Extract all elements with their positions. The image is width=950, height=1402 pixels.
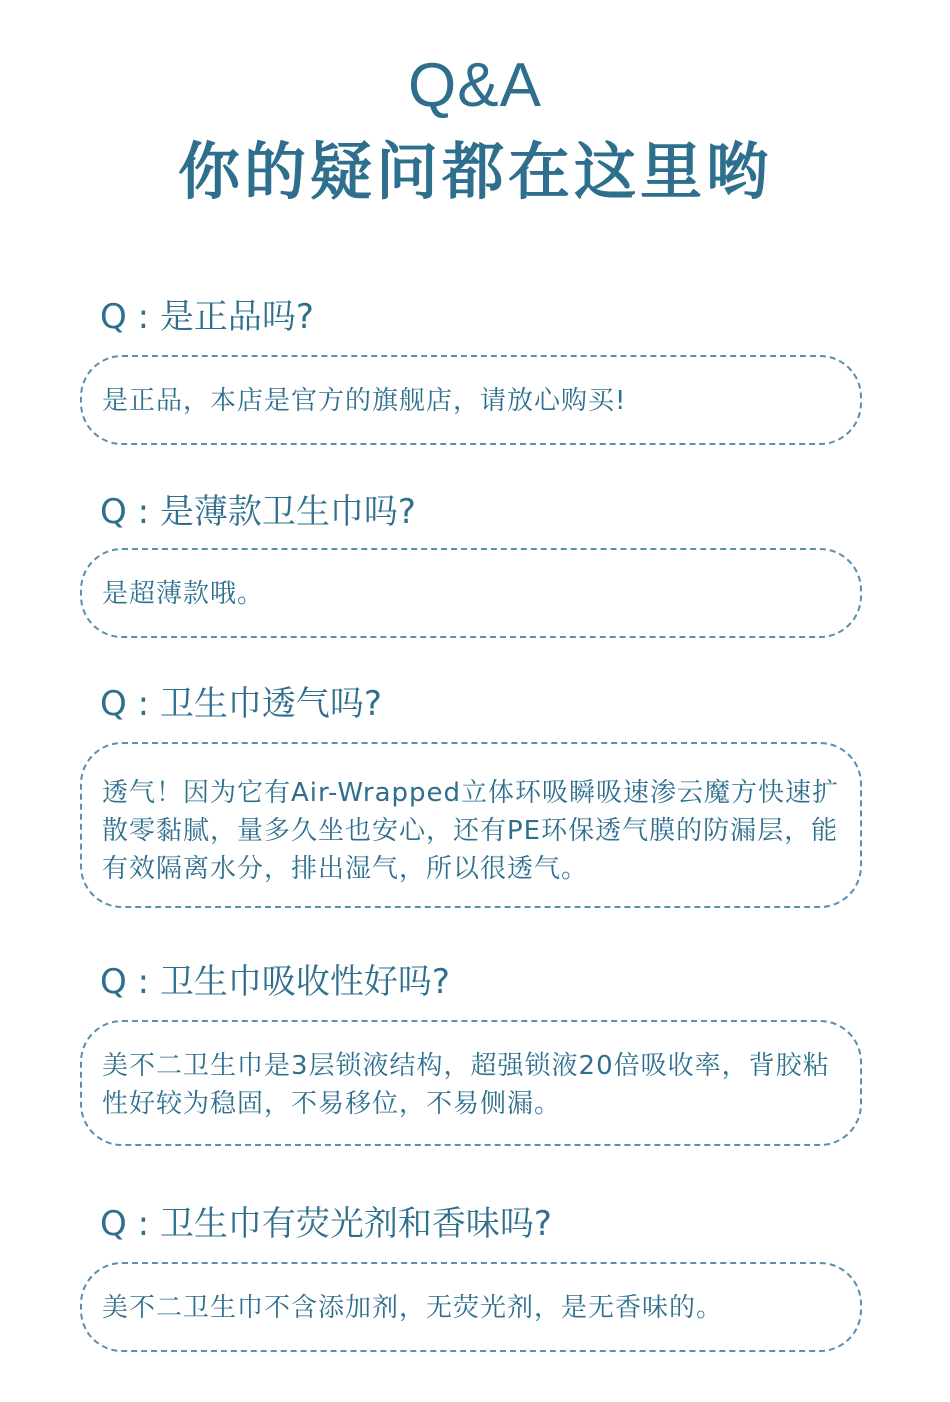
answer-box-2 bbox=[80, 548, 862, 638]
question-4: Q : 卫生巾吸收性好吗? bbox=[100, 962, 450, 1002]
answer-3: 透气！因为它有Air-Wrapped立体环吸瞬吸速渗云魔方快速扩散零黏腻，量多久坐也安心，还有PE环保透气膜的防漏层，能有效隔离水分，排出湿气，所以很透气。 bbox=[102, 778, 840, 884]
question-3: Q : 卫生巾透气吗? bbox=[100, 684, 382, 724]
answer-2: 是超薄款哦。 bbox=[102, 579, 265, 609]
answer-box-5 bbox=[80, 1262, 862, 1352]
question-1: Q : 是正品吗? bbox=[100, 297, 314, 337]
page-header bbox=[0, 50, 950, 214]
question-5: Q : 卫生巾有荧光剂和香味吗? bbox=[100, 1204, 552, 1244]
answer-5: 美不二卫生巾不含添加剂，无荧光剂，是无香味的。 bbox=[102, 1293, 724, 1323]
answer-box-3 bbox=[80, 742, 862, 908]
page-subtitle: 你的疑问都在这里哟 bbox=[177, 135, 772, 208]
answer-4: 美不二卫生巾是3层锁液结构，超强锁液20倍吸收率，背胶粘性好较为稳固，不易移位，不易侧漏。 bbox=[102, 1051, 830, 1119]
answer-box-1 bbox=[80, 355, 862, 445]
answer-box-4 bbox=[80, 1020, 862, 1146]
qa-title: Q&A bbox=[408, 51, 542, 120]
answer-1: 是正品，本店是官方的旗舰店，请放心购买! bbox=[102, 386, 627, 416]
question-2: Q : 是薄款卫生巾吗? bbox=[100, 492, 416, 532]
